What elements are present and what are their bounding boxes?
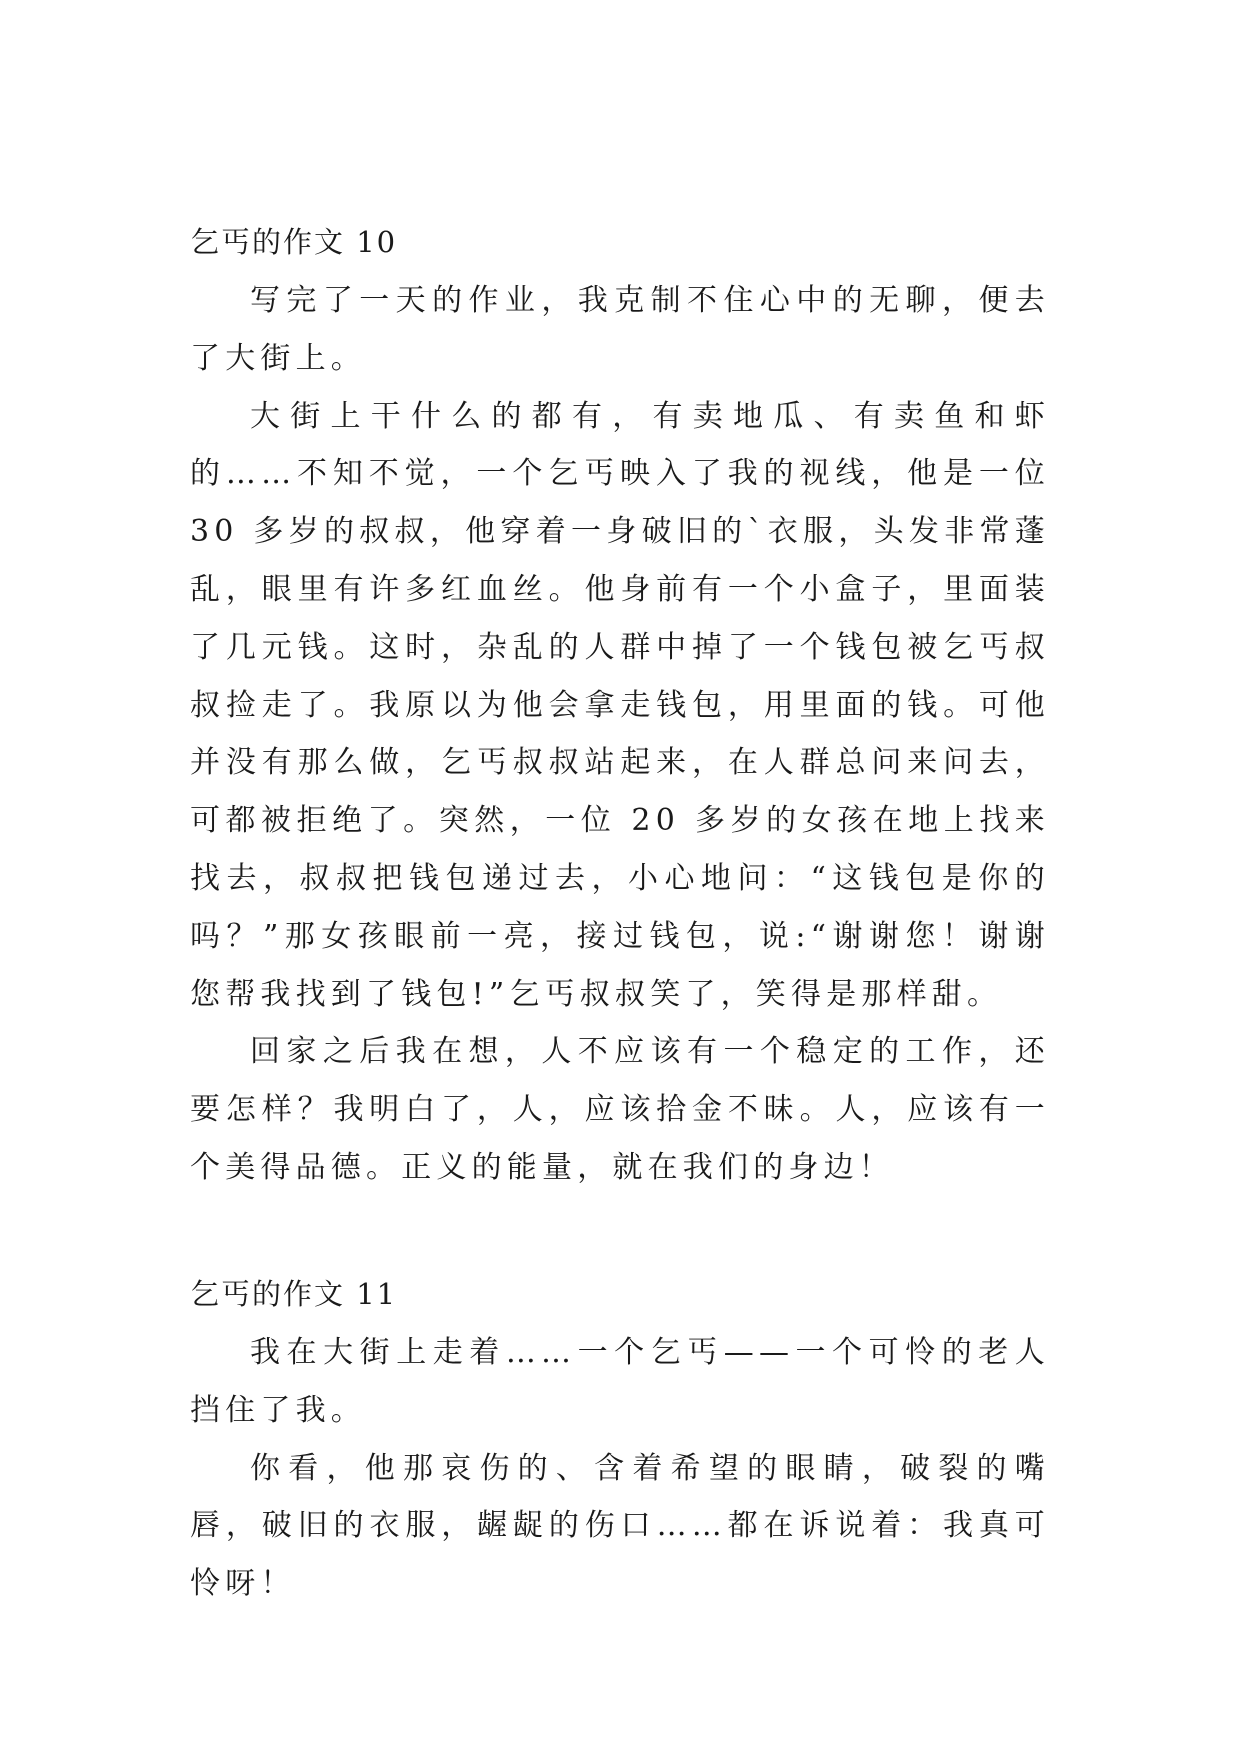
paragraph: 写完了一天的作业，我克制不住心中的无聊，便去了大街上。 [190, 283, 1050, 376]
essay-section-11 [190, 1264, 1050, 1613]
section-title: 乞丐的作文 11 [190, 1277, 398, 1311]
paragraph: 回家之后我在想，人不应该有一个稳定的工作，还要怎样？我明白了，人，应该拾金不昧。人，应该有一个美得品德。正义的能量，就在我们的身边！ [190, 1034, 1050, 1185]
paragraph: 大街上干什么的都有，有卖地瓜、有卖鱼和虾的……不知不觉，一个乞丐映入了我的视线，他是一位 30 多岁的叔叔，他穿着一身破旧的`衣服，头发非常蓬乱，眼里有许多红血丝。他身前有一个小盒子，里面装了几元钱。这时，杂乱的人群中掉了一个钱包被乞丐叔叔捡走了。我原以为他会拿走钱包，用里面的钱。可他并没有那么做，乞丐叔叔站起来，在人群总问来问去，可都被拒绝了。突然，一位 20 多岁的女孩在地上找来找去，叔叔把钱包递过去，小心地问：“这钱包是你的吗？”那女孩眼前一亮，接过钱包，说:“谢谢您！谢谢您帮我找到了钱包!”乞丐叔叔笑了，笑得是那样甜。 [190, 398, 1050, 1012]
section-title: 乞丐的作文 10 [190, 225, 398, 259]
paragraph: 你看，他那哀伤的、含着希望的眼睛，破裂的嘴唇，破旧的衣服，龌龊的伤口……都在诉说着：我真可怜呀！ [190, 1450, 1050, 1602]
paragraph: 我在大街上走着……一个乞丐——一个可怜的老人挡住了我。 [190, 1335, 1050, 1428]
essay-section-10 [190, 212, 1050, 1197]
